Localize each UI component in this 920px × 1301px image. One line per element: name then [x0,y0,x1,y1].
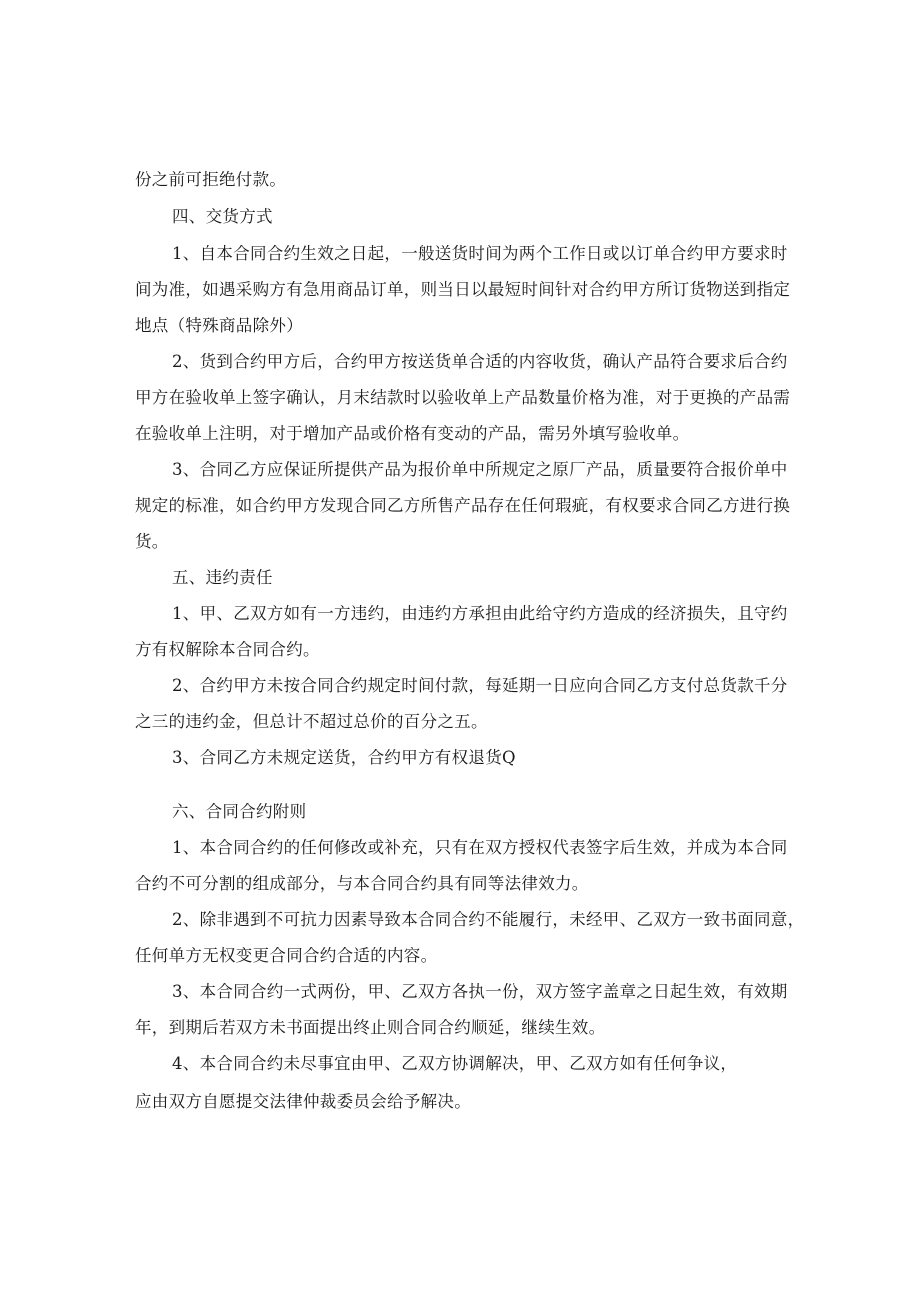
text-line: 应由双方自愿提交法律仲裁委员会给予解决。 [135,1092,471,1111]
section-heading-supplementary: 六、合同合约附则 [172,802,307,821]
text-line: 年，到期后若双方未书面提出终止则合同合约顺延，继续生效。 [135,1018,606,1037]
text-line: 合约不可分割的组成部分，与本合同合约具有同等法律效力。 [135,874,589,893]
text-line: 3、合同乙方未规定送货，合约甲方有权退货Q [172,748,516,767]
text-line: 2、货到合约甲方后，合约甲方按送货单合适的内容收货，确认产品符合要求后合约 [172,352,788,371]
text-line: 之三的违约金，但总计不超过总价的百分之五。 [135,712,488,731]
text-line: 方有权解除本合同合约。 [135,640,320,659]
text-line: 货。 [135,532,169,551]
text-line: 3、合同乙方应保证所提供产品为报价单中所规定之原厂产品，质量要符合报价单中 [172,460,788,479]
text-line-continuation: 份之前可拒绝付款。 [135,170,287,189]
text-line: 3、本合同合约一式两份，甲、乙双方各执一份，双方签字盖章之日起生效，有效期 [172,982,788,1001]
text-line: 1、甲、乙双方如有一方违约，由违约方承担由此给守约方造成的经济损失，且守约 [172,604,788,623]
text-line: 4、本合同合约未尽事宜由甲、乙双方协调解决，甲、乙双方如有任何争议， [172,1054,738,1073]
text-line: 1、本合同合约的任何修改或补充，只有在双方授权代表签字后生效，并成为本合同 [172,838,788,857]
text-line: 2、合约甲方未按合同合约规定时间付款，每延期一日应向合同乙方支付总货款千分 [172,676,788,695]
text-line: 2、除非遇到不可抗力因素导致本合同合约不能履行，未经甲、乙双方一致书面同意， [172,910,805,929]
text-line: 1、自本合同合约生效之日起，一般送货时间为两个工作日或以订单合约甲方要求时 [172,244,788,263]
text-line: 任何单方无权变更合同合约合适的内容。 [135,946,438,965]
text-line: 规定的标准，如合约甲方发现合同乙方所售产品存在任何瑕疵，有权要求合同乙方进行换 [135,496,791,515]
text-line: 甲方在验收单上签字确认，月末结款时以验收单上产品数量价格为准，对于更换的产品需 [135,388,791,407]
section-heading-liability: 五、违约责任 [172,568,273,587]
section-heading-delivery: 四、交货方式 [172,207,273,226]
text-line: 间为准，如遇采购方有急用商品订单，则当日以最短时间针对合约甲方所订货物送到指定 [135,280,791,299]
text-line: 地点（特殊商品除外） [135,316,303,335]
text-line: 在验收单上注明，对于增加产品或价格有变动的产品，需另外填写验收单。 [135,424,690,443]
